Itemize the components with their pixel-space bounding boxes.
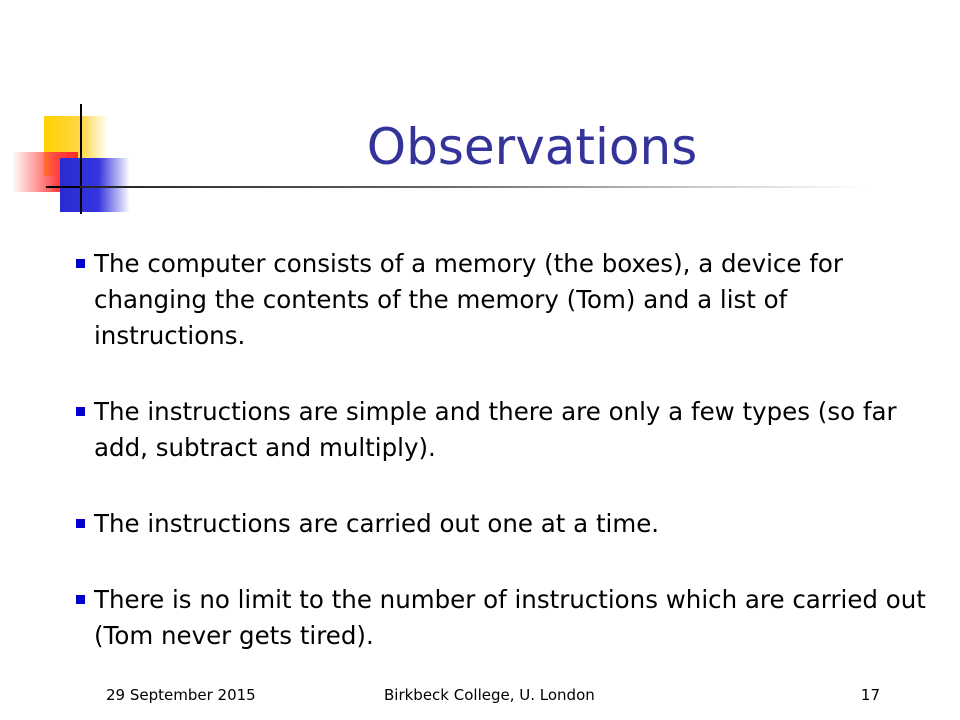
logo-horizontal-line [46,186,80,188]
bullet-text: The instructions are carried out one at a time. [94,509,660,538]
bullet-text: There is no limit to the number of instructions which are carried out (Tom never gets tired). [94,585,926,650]
bullet-item [76,582,946,654]
logo-vertical-line [80,104,82,214]
footer-date: 29 September 2015 [106,686,256,704]
footer-page-number: 17 [860,686,880,704]
square-bullet-icon [76,259,85,268]
square-bullet-icon [76,407,85,416]
bullet-text: The computer consists of a memory (the boxes), a device for changing the contents of the memory (Tom) and a list of instructions. [94,249,843,350]
bullet-item [76,394,946,466]
bullet-item [76,506,946,542]
logo-blue-square [60,158,130,212]
footer-institution: Birkbeck College, U. London [384,686,595,704]
page-title: Observations [366,118,698,176]
square-bullet-icon [76,519,85,528]
bullet-item [76,246,946,354]
bullet-list [76,246,946,694]
bullet-text: The instructions are simple and there are only a few types (so far add, subtract and multiply). [94,397,897,462]
square-bullet-icon [76,595,85,604]
